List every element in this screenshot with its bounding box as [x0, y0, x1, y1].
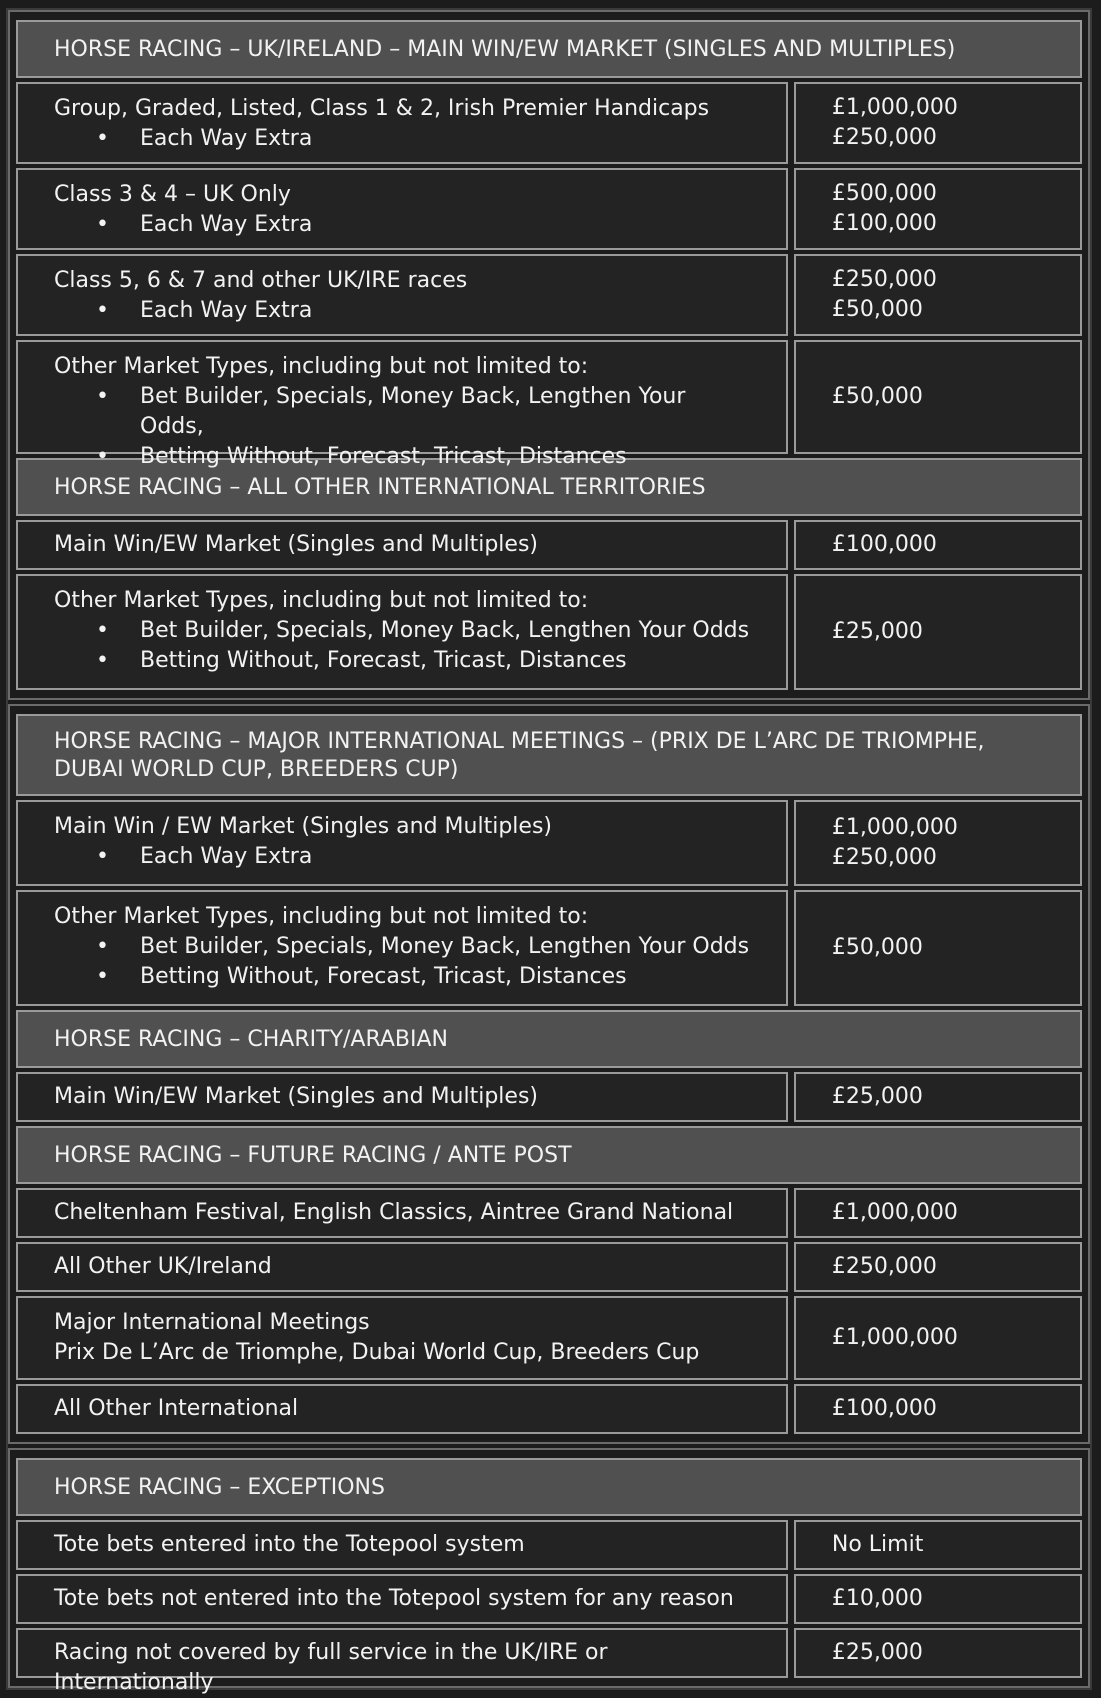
- row-description: [16, 82, 788, 164]
- row-description-text: Other Market Types, including but not limited to:: [54, 588, 589, 613]
- limit-value: £10,000: [831, 1586, 923, 1611]
- table-row: [16, 1072, 1082, 1122]
- bullet-item: • Each Way Extra: [54, 124, 750, 154]
- bullet-item: • Bet Builder, Specials, Money Back, Lengthen Your Odds: [54, 932, 750, 962]
- row-description-text: Group, Graded, Listed, Class 1 & 2, Irish Premier Handicaps: [54, 96, 710, 121]
- table-row: [16, 1384, 1082, 1434]
- row-description-text: Main Win/EW Market (Singles and Multiples): [54, 532, 538, 557]
- row-description: [16, 1628, 788, 1695]
- bullet-item: • Bet Builder, Specials, Money Back, Lengthen Your Odds: [54, 616, 750, 646]
- table-row: [16, 800, 1082, 886]
- row-description: [16, 1296, 788, 1380]
- table-row: [16, 890, 1082, 1006]
- section-header: HORSE RACING – UK/IRELAND – MAIN WIN/EW MARKET (SINGLES AND MULTIPLES): [16, 20, 1082, 78]
- row-description-text: Main Win / EW Market (Singles and Multiples): [54, 814, 552, 839]
- limits-document: [6, 8, 1092, 1695]
- row-description: [16, 1384, 788, 1434]
- limit-value: £100,000: [831, 532, 937, 557]
- table-row: [16, 340, 1082, 469]
- table-row: [16, 1242, 1082, 1292]
- row-description: [16, 168, 788, 250]
- bullet-item: • Betting Without, Forecast, Tricast, Distances: [54, 442, 750, 472]
- limits-table-2: [8, 704, 1090, 1444]
- row-description-text: Class 3 & 4 – UK Only: [54, 182, 291, 207]
- limit-value-each-way: £50,000: [831, 297, 923, 322]
- table-row: [16, 1628, 1082, 1695]
- bullet-item: • Betting Without, Forecast, Tricast, Distances: [54, 646, 750, 676]
- table-row: [16, 1296, 1082, 1380]
- limit-value: £50,000: [831, 935, 923, 960]
- row-description-text: Tote bets entered into the Totepool system: [54, 1532, 525, 1557]
- limit-value: £25,000: [831, 1640, 923, 1665]
- table-row: [16, 1520, 1082, 1570]
- row-description: [16, 1188, 788, 1238]
- row-limit: [794, 340, 1082, 454]
- limit-value: £100,000: [831, 1396, 937, 1421]
- section-header: HORSE RACING – MAJOR INTERNATIONAL MEETINGS – (PRIX DE L’ARC DE TRIOMPHE, DUBAI WORLD CUP, BREEDERS CUP): [16, 714, 1082, 796]
- limit-value: £1,000,000: [831, 815, 958, 840]
- limit-value: £1,000,000: [831, 95, 958, 120]
- row-description: [16, 800, 788, 886]
- row-limit: [794, 1384, 1082, 1434]
- limit-value-each-way: £250,000: [831, 845, 937, 870]
- limit-value: £1,000,000: [831, 1325, 958, 1350]
- row-description: [16, 520, 788, 570]
- row-description-text: Other Market Types, including but not limited to:: [54, 904, 589, 929]
- bullet-item: • Each Way Extra: [54, 210, 750, 240]
- row-description-subtext: Prix De L’Arc de Triomphe, Dubai World Cup, Breeders Cup: [54, 1340, 700, 1365]
- row-description: [16, 1072, 788, 1122]
- section-header: HORSE RACING – FUTURE RACING / ANTE POST: [16, 1126, 1082, 1184]
- row-limit: [794, 1574, 1082, 1624]
- row-description: [16, 1574, 788, 1624]
- limit-value: £25,000: [831, 619, 923, 644]
- row-limit: [794, 1520, 1082, 1570]
- row-description: [16, 1242, 788, 1292]
- row-limit: [794, 1628, 1082, 1678]
- limit-value: £250,000: [831, 267, 937, 292]
- bullet-item: • Each Way Extra: [54, 296, 750, 326]
- limit-value: £50,000: [831, 384, 923, 409]
- limit-value: £1,000,000: [831, 1200, 958, 1225]
- row-description-text: Tote bets not entered into the Totepool system for any reason: [54, 1586, 734, 1611]
- row-limit: [794, 1188, 1082, 1238]
- section-header: HORSE RACING – CHARITY/ARABIAN: [16, 1010, 1082, 1068]
- limits-table-1: [8, 10, 1090, 700]
- row-description: [16, 340, 788, 469]
- table-row: [16, 1574, 1082, 1624]
- row-description-text: All Other UK/Ireland: [54, 1254, 272, 1279]
- table-row: [16, 574, 1082, 690]
- table-row: [16, 254, 1082, 336]
- row-description-text: Class 5, 6 & 7 and other UK/IRE races: [54, 268, 468, 293]
- limits-table-3: [8, 1448, 1090, 1695]
- limit-value: No Limit: [831, 1532, 924, 1557]
- row-limit: [794, 520, 1082, 570]
- row-description-text: All Other International: [54, 1396, 299, 1421]
- row-limit: [794, 1072, 1082, 1122]
- limit-value-each-way: £100,000: [831, 211, 937, 236]
- section-header: HORSE RACING – EXCEPTIONS: [16, 1458, 1082, 1516]
- table-row: [16, 168, 1082, 250]
- bullet-item: • Betting Without, Forecast, Tricast, Distances: [54, 962, 750, 992]
- limit-value: £500,000: [831, 181, 937, 206]
- bullet-item: • Bet Builder, Specials, Money Back, Lengthen Your Odds,: [54, 382, 750, 442]
- row-description-text: Main Win/EW Market (Singles and Multiples): [54, 1084, 538, 1109]
- row-description: [16, 574, 788, 690]
- row-description: [16, 890, 788, 1006]
- limit-value: £250,000: [831, 1254, 937, 1279]
- row-description: [16, 1520, 788, 1570]
- limit-value-each-way: £250,000: [831, 125, 937, 150]
- row-description-text: Major International Meetings: [54, 1310, 370, 1335]
- limit-value: £25,000: [831, 1084, 923, 1109]
- row-limit: [794, 1242, 1082, 1292]
- row-limit: [794, 800, 1082, 886]
- row-limit: [794, 254, 1082, 336]
- row-description-text: Racing not covered by full service in the UK/IRE or Internationally: [54, 1640, 608, 1695]
- row-description-text: Other Market Types, including but not limited to:: [54, 354, 589, 379]
- row-limit: [794, 168, 1082, 250]
- section-header: HORSE RACING – ALL OTHER INTERNATIONAL TERRITORIES: [16, 458, 1082, 516]
- table-row: [16, 1188, 1082, 1238]
- row-limit: [794, 890, 1082, 1006]
- row-limit: [794, 82, 1082, 164]
- row-limit: [794, 574, 1082, 690]
- row-limit: [794, 1296, 1082, 1380]
- table-row: [16, 520, 1082, 570]
- table-row: [16, 82, 1082, 164]
- bullet-item: • Each Way Extra: [54, 842, 750, 872]
- row-description: [16, 254, 788, 336]
- row-description-text: Cheltenham Festival, English Classics, Aintree Grand National: [54, 1200, 734, 1225]
